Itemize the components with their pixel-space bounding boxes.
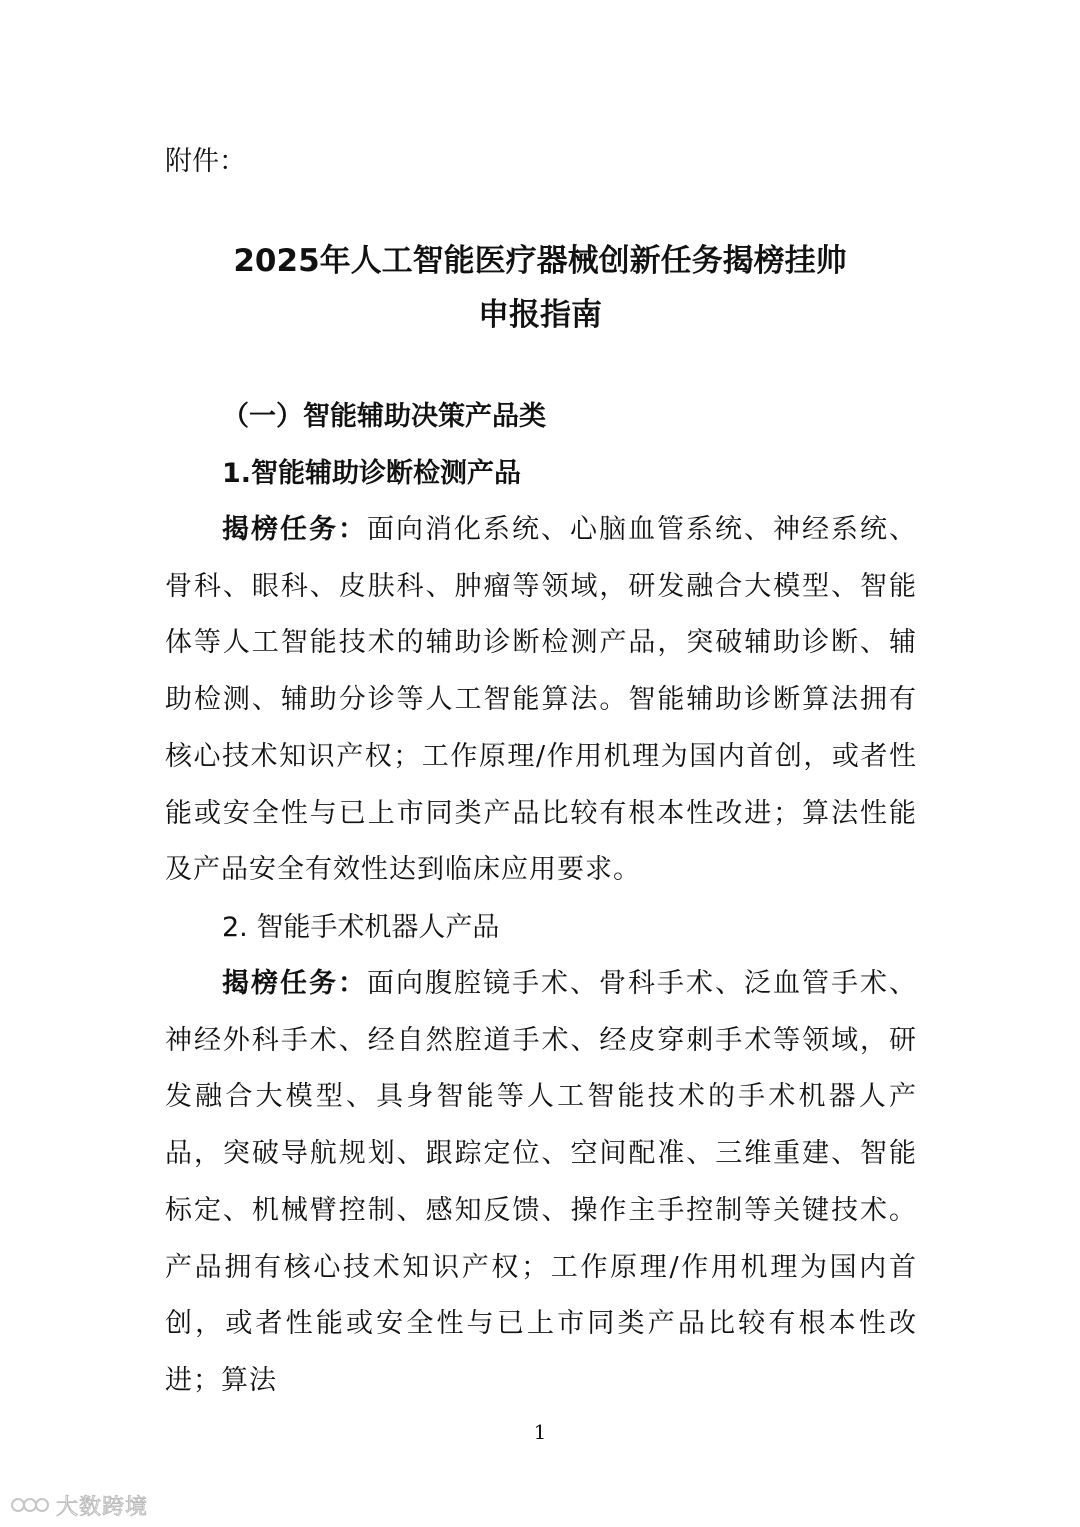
section-heading: （一）智能辅助决策产品类 <box>222 401 546 432</box>
item-paragraph-2 <box>165 956 917 1396</box>
attachment-label: 附件： <box>165 146 246 177</box>
item-paragraph-1 <box>165 502 917 904</box>
brand-logo-icon <box>10 1493 50 1517</box>
item-heading-1: 1.智能辅助诊断检测产品 <box>222 458 522 489</box>
task-text-2: 面向腹腔镜手术、骨科手术、泛血管手术、神经外科手术、经自然腔道手术、经皮穿刺手术等领域，研发融合大模型、具身智能等人工智能技术的手术机器人产品，突破导航规划、跟踪定位、空间配准、三维重建、智能标定、机械臂控制、感知反馈、操作主手控制等关键技术。产品拥有核心技术知识产权；工作原理/作用机理为国内首创，或者性能或安全性与已上市同类产品比较有根本性改进；算法 <box>165 968 917 1396</box>
document-title-line-1: 2025年人工智能医疗器械创新任务揭榜挂帅 <box>233 243 847 279</box>
watermark <box>10 1490 148 1520</box>
task-label-2: 揭榜任务： <box>222 968 367 999</box>
watermark-text: 大数跨境 <box>56 1494 149 1520</box>
task-text-1: 面向消化系统、心脑血管系统、神经系统、骨科、眼科、皮肤科、肿瘤等领域，研发融合大模型、智能体等人工智能技术的辅助诊断检测产品，突破辅助诊断、辅助检测、辅助分诊等人工智能算法。智能辅助诊断算法拥有核心技术知识产权；工作原理/作用机理为国内首创，或者性能或安全性与已上市同类产品比较有根本性改进；算法性能及产品安全有效性达到临床应用要求。 <box>165 514 917 886</box>
item-heading-2: 2. 智能手术机器人产品 <box>222 912 500 943</box>
page-number: 1 <box>533 1420 547 1444</box>
document-title-line-2: 申报指南 <box>478 297 602 333</box>
task-label-1: 揭榜任务： <box>222 514 367 545</box>
